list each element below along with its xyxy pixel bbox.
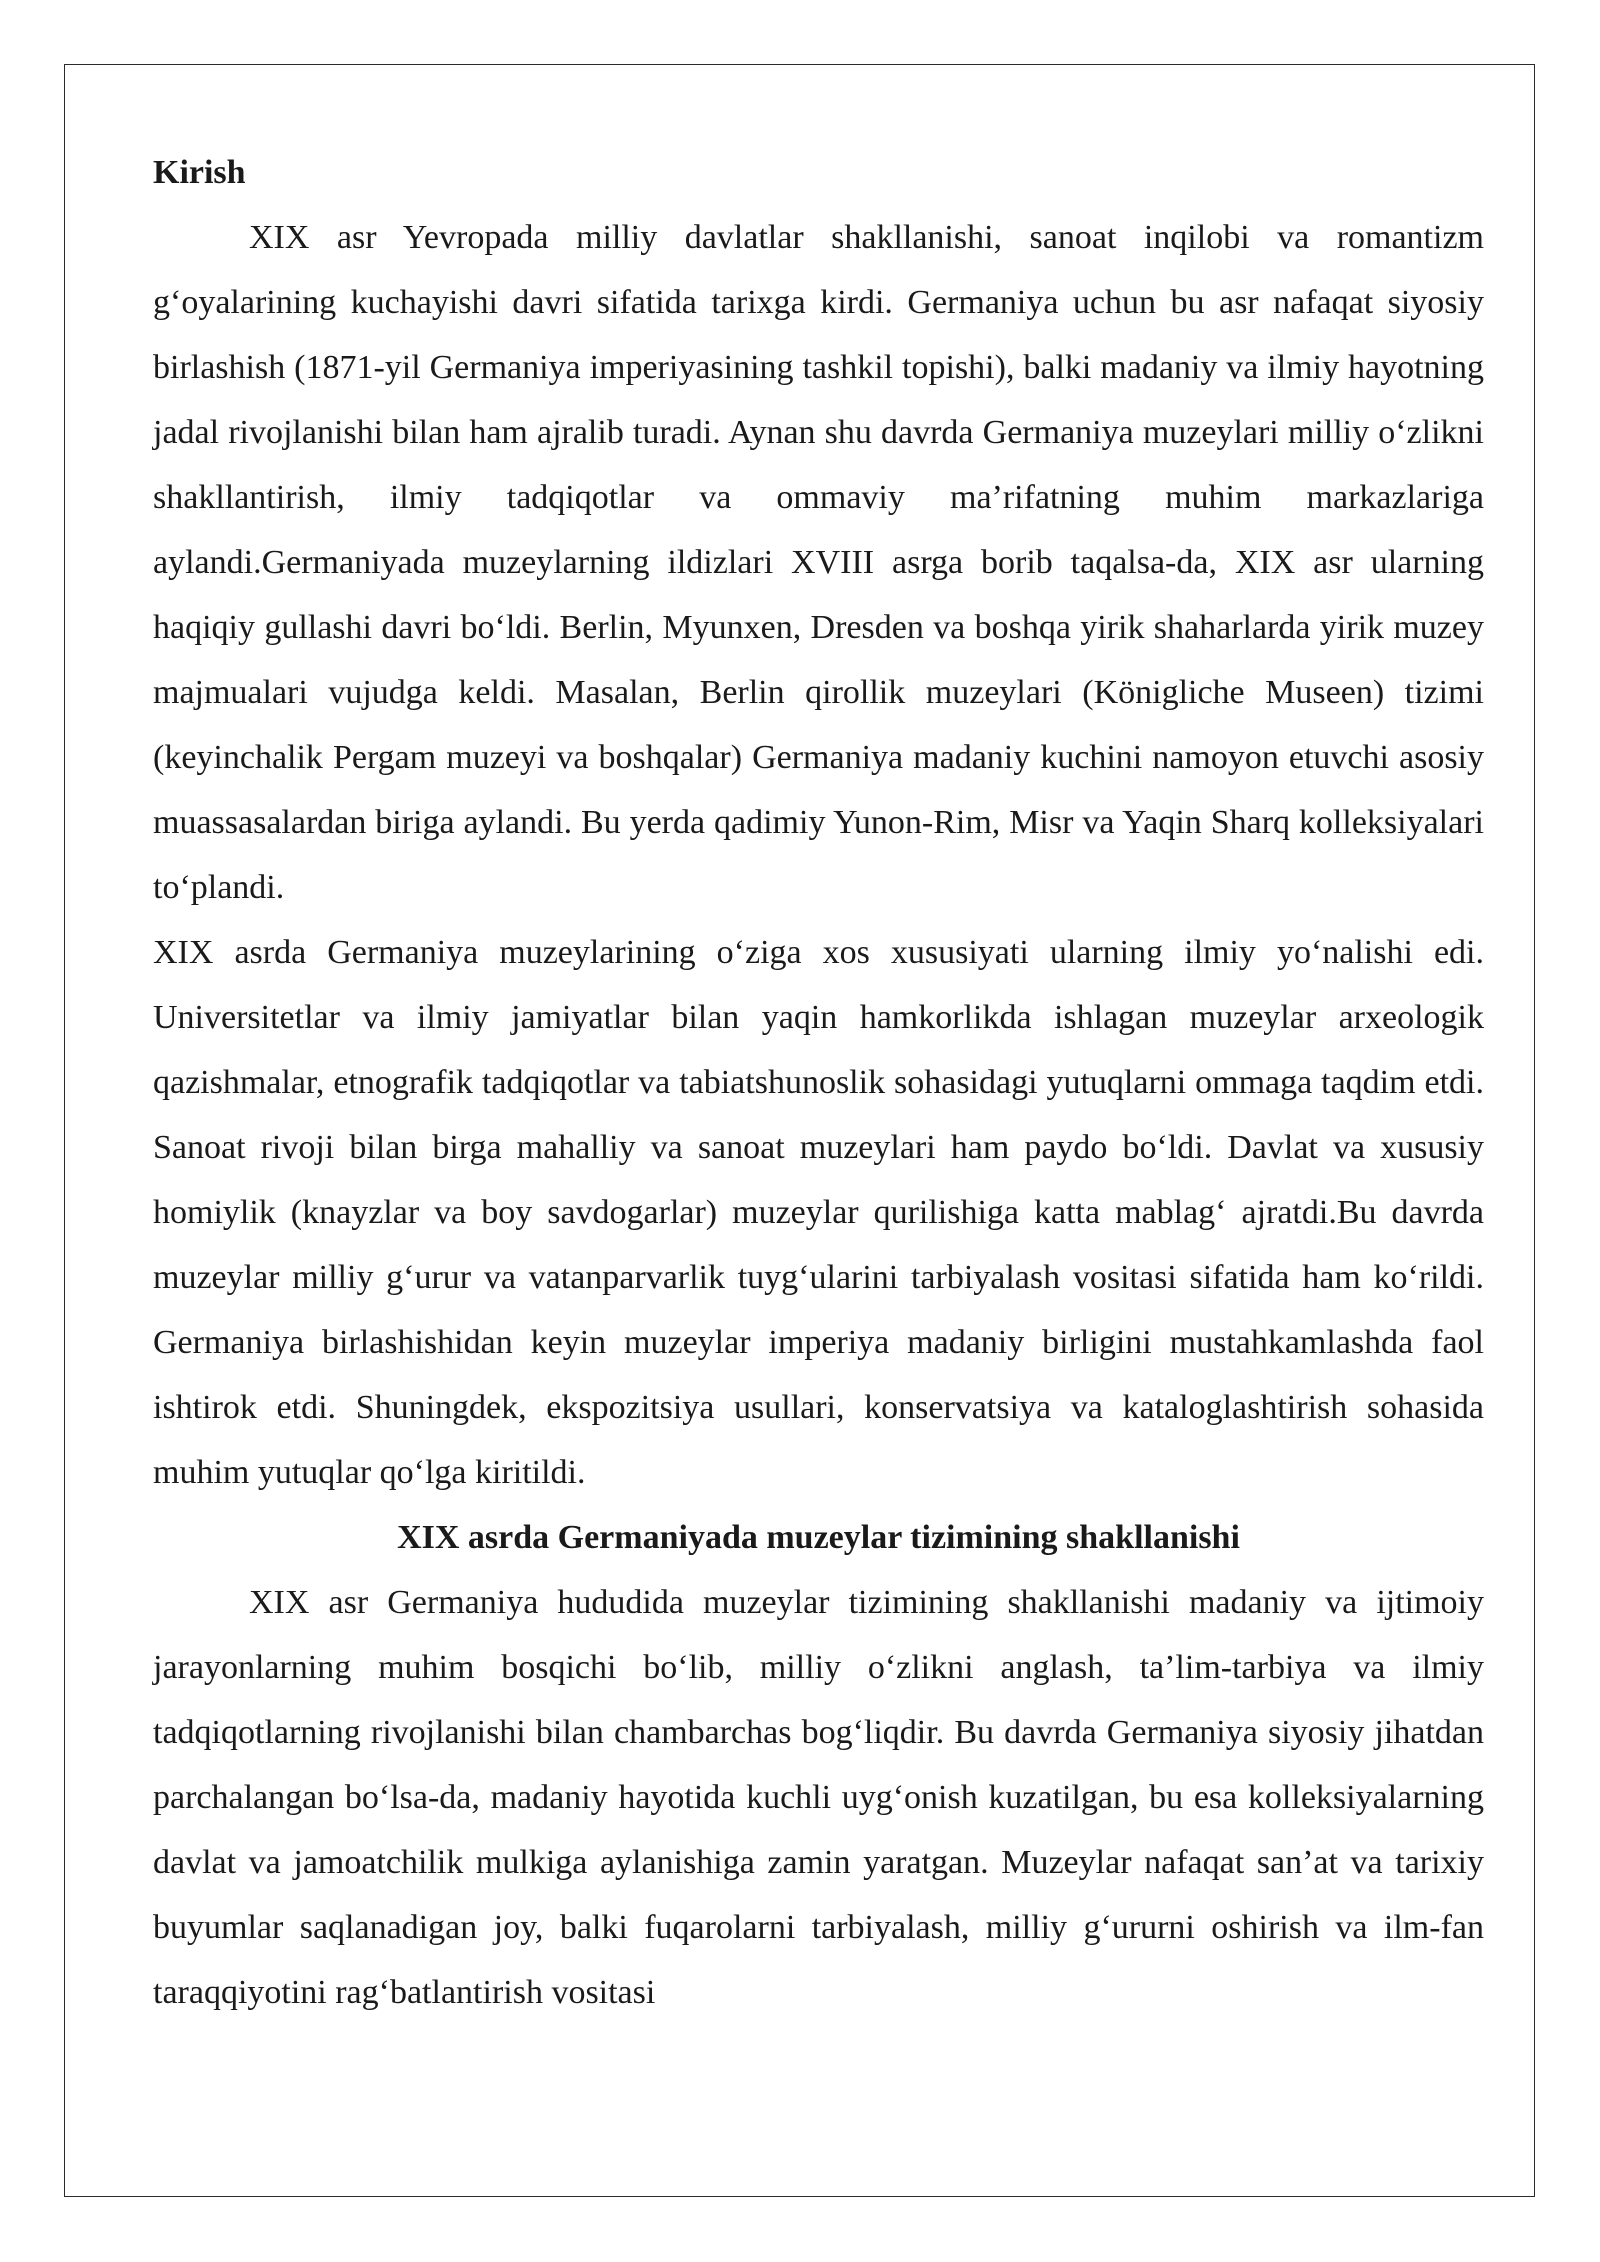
document-body bbox=[153, 140, 1484, 2025]
intro-paragraph-1: XIX asr Yevropada milliy davlatlar shakllanishi, sanoat inqilobi va romantizm g‘oyalarining kuchayishi davri sifatida tarixga kirdi. Germaniya uchun bu asr nafaqat siyosiy birlashish (1871-yil Germaniya imperiyasining tashkil topishi), balki madaniy va ilmiy hayotning jadal rivojlanishi bilan ham ajralib turadi. Aynan shu davrda Germaniya muzeylari milliy o‘zlikni shakllantirish, ilmiy tadqiqotlar va ommaviy ma’rifatning muhim markazlariga aylandi.Germaniyada muzeylarning ildizlari XVIII asrga borib taqalsa-da, XIX asr ularning haqiqiy gullashi davri bo‘ldi. Berlin, Myunxen, Dresden va boshqa yirik shaharlarda yirik muzey majmualari vujudga keldi. Masalan, Berlin qirollik muzeylari (Königliche Museen) tizimi (keyinchalik Pergam muzeyi va boshqalar) Germaniya madaniy kuchini namoyon etuvchi asosiy muassasalardan biriga aylandi. Bu yerda qadimiy Yunon-Rim, Misr va Yaqin Sharq kolleksiyalari to‘plandi. bbox=[153, 219, 1484, 906]
section-paragraph: XIX asr Germaniya hududida muzeylar tizimining shakllanishi madaniy va ijtimoiy jarayonlarning muhim bosqichi bo‘lib, milliy o‘zlikni anglash, ta’lim-tarbiya va ilmiy tadqiqotlarning rivojlanishi bilan chambarchas bog‘liqdir. Bu davrda Germaniya siyosiy jihatdan parchalangan bo‘lsa-da, madaniy hayotida kuchli uyg‘onish kuzatilgan, bu esa kolleksiyalarning davlat va jamoatchilik mulkiga aylanishiga zamin yaratgan. Muzeylar nafaqat san’at va tarixiy buyumlar saqlanadigan joy, balki fuqarolarni tarbiyalash, milliy g‘ururni oshirish va ilm-fan taraqqiyotini rag‘batlantirish vositasi bbox=[153, 1584, 1484, 2011]
intro-heading: Kirish bbox=[153, 154, 246, 191]
section-heading: XIX asrda Germaniyada muzeylar tizimining shakllanishi bbox=[397, 1519, 1240, 1556]
intro-paragraph-2: XIX asrda Germaniya muzeylarining o‘ziga xos xususiyati ularning ilmiy yo‘nalishi edi. Universitetlar va ilmiy jamiyatlar bilan yaqin hamkorlikda ishlagan muzeylar arxeologik qazishmalar, etnografik tadqiqotlar va tabiatshunoslik sohasidagi yutuqlarni ommaga taqdim etdi. Sanoat rivoji bilan birga mahalliy va sanoat muzeylari ham paydo bo‘ldi. Davlat va xususiy homiylik (knayzlar va boy savdogarlar) muzeylar qurilishiga katta mablag‘ ajratdi.Bu davrda muzeylar milliy g‘urur va vatanparvarlik tuyg‘ularini tarbiyalash vositasi sifatida ham ko‘rildi. Germaniya birlashishidan keyin muzeylar imperiya madaniy birligini mustahkamlashda faol ishtirok etdi. Shuningdek, ekspozitsiya usullari, konservatsiya va kataloglashtirish sohasida muhim yutuqlar qo‘lga kiritildi. bbox=[153, 934, 1484, 1491]
